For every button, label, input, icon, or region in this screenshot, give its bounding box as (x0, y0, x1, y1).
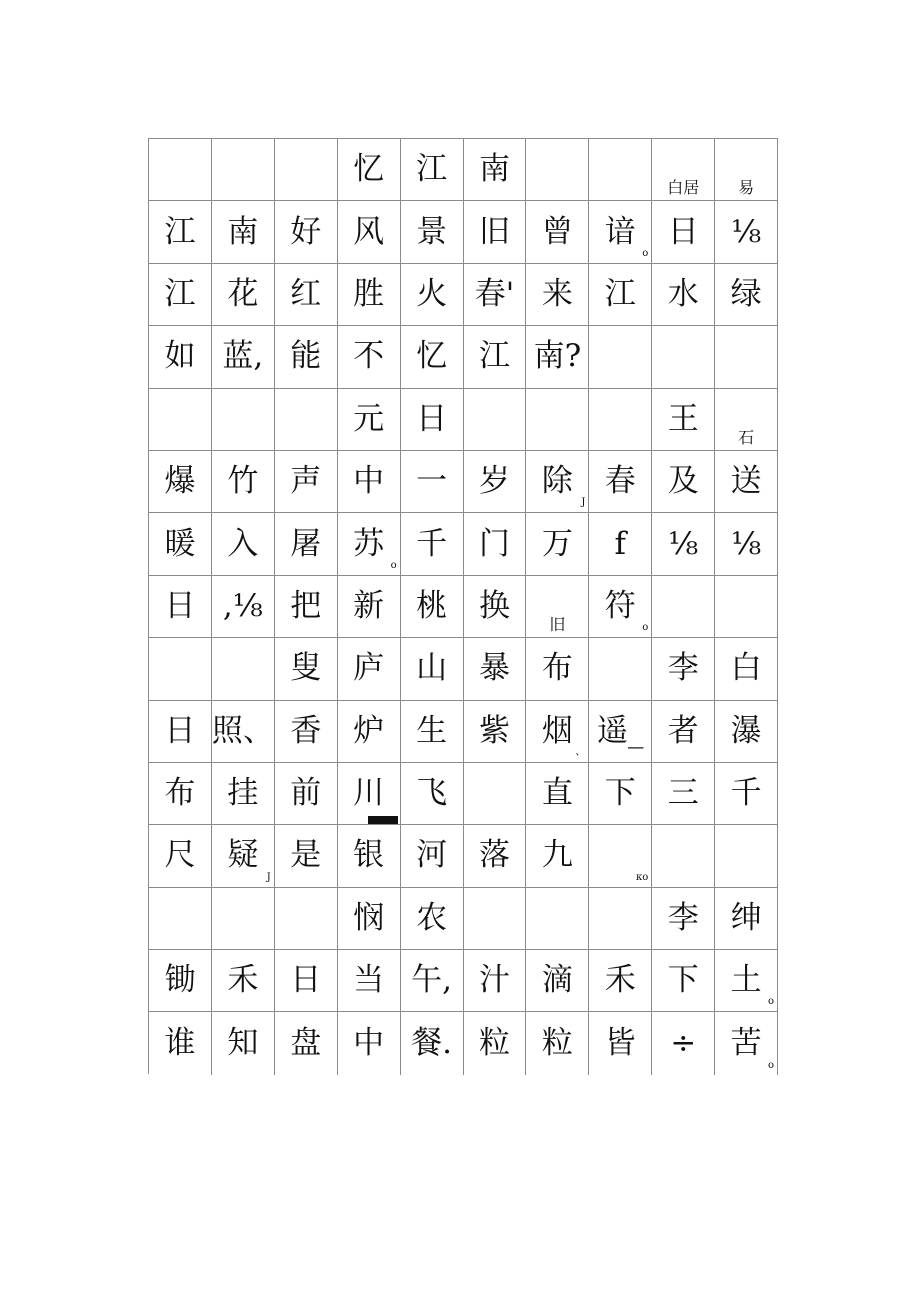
grid-cell (715, 888, 778, 950)
grid-cell (715, 389, 778, 451)
grid-cell (275, 888, 338, 950)
grid-row (149, 326, 778, 388)
grid-cell (338, 576, 401, 638)
cell-character: 忆 (353, 151, 385, 188)
grid-cell (149, 513, 212, 575)
grid-cell (212, 326, 275, 388)
cell-character: 南 (227, 213, 259, 250)
cell-character: 庐 (353, 650, 385, 687)
cell-character: 当 (353, 962, 385, 999)
cell-character: 皆 (604, 1025, 636, 1062)
grid-cell (338, 139, 401, 201)
grid-cell (652, 1012, 715, 1074)
grid-cell (589, 264, 652, 326)
cell-character: ⅛ (668, 525, 699, 562)
cell-character: 紫 (479, 712, 510, 749)
cell-character: f (614, 525, 627, 562)
cell-character: ⅛ (731, 525, 762, 562)
grid-cell (401, 576, 464, 638)
grid-cell (212, 201, 275, 263)
grid-cell (589, 201, 652, 263)
grid-cell (526, 201, 589, 263)
grid-cell (401, 326, 464, 388)
cell-character: 来 (541, 275, 573, 312)
grid-cell (652, 701, 715, 763)
grid-cell (715, 451, 778, 513)
grid-cell (526, 638, 589, 700)
grid-cell (526, 264, 589, 326)
cell-character: 苦 (730, 1025, 762, 1062)
grid-cell (212, 701, 275, 763)
grid-cell (338, 1012, 401, 1074)
grid-cell (589, 950, 652, 1012)
grid-cell (212, 638, 275, 700)
cell-character: 暖 (164, 525, 196, 562)
punctuation-mark: J (266, 871, 271, 883)
cell-character: 绅 (730, 899, 762, 936)
cell-character: 日 (164, 712, 196, 749)
grid-cell (652, 389, 715, 451)
grid-cell (401, 1012, 464, 1074)
grid-cell (526, 1012, 589, 1074)
grid-cell (275, 1012, 338, 1074)
grid-cell (149, 326, 212, 388)
grid-cell (401, 201, 464, 263)
cell-character: 三 (667, 775, 699, 812)
grid-cell (149, 701, 212, 763)
grid-cell (401, 950, 464, 1012)
cell-character: 江 (478, 338, 510, 375)
grid-cell (275, 326, 338, 388)
cell-character: 山 (416, 650, 448, 687)
grid-cell (401, 701, 464, 763)
cell-character: 直 (541, 775, 573, 812)
grid-cell (212, 389, 275, 451)
cell-character: 是 (290, 837, 322, 874)
grid-row (149, 638, 778, 700)
grid-cell (338, 950, 401, 1012)
grid-cell (401, 139, 464, 201)
cell-character: 日 (416, 400, 448, 437)
cell-character: 曾 (541, 213, 573, 250)
cell-character: 竹 (227, 463, 259, 500)
cell-character: 南 (478, 151, 510, 188)
cell-character: 暴 (478, 650, 510, 687)
cell-character: 谁 (164, 1025, 196, 1062)
grid-cell (464, 950, 527, 1012)
punctuation-mark: 、 (575, 746, 586, 758)
cell-character: 如 (164, 338, 196, 375)
cell-character: 风 (353, 213, 385, 250)
grid-cell (212, 950, 275, 1012)
grid-cell (464, 888, 527, 950)
grid-cell (149, 139, 212, 201)
grid-cell (464, 139, 527, 201)
grid-cell (652, 451, 715, 513)
grid-cell (589, 1012, 652, 1074)
cell-character: 除 (541, 463, 573, 500)
grid-cell (149, 638, 212, 700)
grid-cell (652, 950, 715, 1012)
cell-character: 李 (667, 650, 699, 687)
grid-row (149, 139, 778, 201)
grid-cell (401, 888, 464, 950)
cell-character: 把 (290, 587, 322, 624)
grid-cell (589, 825, 652, 887)
grid-cell (652, 264, 715, 326)
grid-cell (526, 701, 589, 763)
grid-cell (464, 513, 527, 575)
grid-cell (401, 389, 464, 451)
cell-character: 挂 (227, 775, 259, 812)
cell-character: 知 (227, 1025, 259, 1062)
cell-character: 落 (478, 837, 510, 874)
grid-row (149, 513, 778, 575)
grid-cell (338, 264, 401, 326)
grid-cell (338, 763, 401, 825)
grid-cell (149, 576, 212, 638)
cell-character: 红 (290, 275, 322, 312)
cell-character: 河 (416, 837, 448, 874)
grid-cell (338, 638, 401, 700)
cell-character: 千 (416, 525, 448, 562)
grid-row (149, 763, 778, 825)
grid-cell (275, 201, 338, 263)
cell-character: 禾 (227, 962, 259, 999)
grid-cell (652, 763, 715, 825)
cell-character: 石 (738, 427, 755, 447)
cell-character: 胜 (353, 275, 385, 312)
grid-cell (149, 201, 212, 263)
grid-cell (149, 888, 212, 950)
grid-cell (149, 1012, 212, 1074)
grid-cell (715, 513, 778, 575)
grid-cell (275, 389, 338, 451)
grid-row (149, 888, 778, 950)
cell-character: 火 (416, 275, 448, 312)
grid-cell (275, 763, 338, 825)
grid-cell (212, 264, 275, 326)
grid-cell (149, 451, 212, 513)
grid-cell (212, 888, 275, 950)
grid-cell (589, 888, 652, 950)
cell-character: 一 (416, 463, 448, 500)
grid-cell (715, 638, 778, 700)
cell-character: 符 (604, 587, 636, 624)
cell-character: 烟 (541, 712, 573, 749)
cell-character: 者 (667, 712, 699, 749)
grid-cell (589, 513, 652, 575)
cell-character: 滴 (541, 962, 573, 999)
grid-cell (212, 763, 275, 825)
cell-character: 农 (416, 899, 448, 936)
grid-cell (715, 326, 778, 388)
grid-cell (589, 326, 652, 388)
grid-cell (464, 201, 527, 263)
cell-character: 新 (353, 587, 385, 624)
grid-cell (401, 763, 464, 825)
grid-row (149, 825, 778, 887)
grid-cell (464, 763, 527, 825)
poem-grid-sheet (148, 138, 778, 1074)
grid-cell (715, 1012, 778, 1074)
grid-cell (212, 513, 275, 575)
grid-cell (275, 264, 338, 326)
grid-row (149, 389, 778, 451)
cell-character: 水 (667, 275, 699, 312)
cell-character: 香 (290, 712, 322, 749)
cell-character: 江 (604, 275, 636, 312)
grid-cell (652, 201, 715, 263)
grid-cell (149, 763, 212, 825)
grid-cell (401, 825, 464, 887)
cell-character: 川 (353, 775, 385, 812)
cell-character: 汁 (478, 962, 510, 999)
punctuation-mark: o (642, 622, 649, 634)
cell-character: 屠 (290, 525, 322, 562)
grid-cell (589, 763, 652, 825)
cell-character: 叟 (290, 650, 322, 687)
cell-character: 易 (738, 178, 755, 198)
cell-character: 春' (474, 275, 515, 312)
cell-character: 李 (667, 899, 699, 936)
punctuation-mark: κo (635, 871, 649, 883)
grid-cell (715, 825, 778, 887)
cell-character: 换 (478, 587, 510, 624)
cell-character: 午, (411, 962, 452, 999)
grid-cell (275, 825, 338, 887)
cell-character: 白 (730, 650, 762, 687)
grid-cell (464, 638, 527, 700)
cell-character: 日 (290, 962, 322, 999)
cell-character: 飞 (416, 775, 448, 812)
cell-character: 生 (416, 712, 448, 749)
cell-character: 日 (667, 213, 699, 250)
grid-cell (464, 701, 527, 763)
cell-character: 瀑 (730, 712, 762, 749)
grid-row (149, 701, 778, 763)
grid-cell (212, 825, 275, 887)
cell-character: 岁 (478, 463, 510, 500)
grid-cell (149, 389, 212, 451)
cell-character: 花 (227, 275, 259, 312)
grid-cell (715, 701, 778, 763)
grid-cell (149, 825, 212, 887)
cell-character: 银 (353, 837, 385, 874)
grid-cell (464, 326, 527, 388)
grid-cell (275, 513, 338, 575)
cell-character: 土 (730, 962, 762, 999)
grid-cell (149, 264, 212, 326)
cell-character: 好 (290, 213, 322, 250)
cell-character: 下 (667, 962, 699, 999)
cell-character: 及 (667, 463, 699, 500)
grid-row (149, 451, 778, 513)
grid-row (149, 1012, 778, 1074)
cell-character: 蓝, (222, 338, 264, 375)
cell-character: 日 (164, 587, 196, 624)
cell-character: 不 (353, 338, 385, 375)
grid-cell (715, 201, 778, 263)
cell-character: 谙 (604, 213, 636, 250)
grid-cell (526, 950, 589, 1012)
grid-cell (715, 950, 778, 1012)
cell-character: ÷ (670, 1025, 697, 1062)
cell-character: 王 (667, 400, 699, 437)
grid-cell (652, 638, 715, 700)
cell-character: 布 (541, 650, 573, 687)
grid-cell (526, 389, 589, 451)
grid-cell (275, 950, 338, 1012)
cell-character: 中 (353, 463, 385, 500)
grid-cell (526, 576, 589, 638)
grid-cell (401, 513, 464, 575)
cell-character: 景 (416, 213, 448, 250)
grid-cell (715, 763, 778, 825)
grid-cell (715, 264, 778, 326)
grid-cell (526, 326, 589, 388)
cell-character: 万 (541, 525, 573, 562)
grid-cell (652, 888, 715, 950)
grid-cell (526, 888, 589, 950)
cell-character: 入 (227, 525, 259, 562)
grid-cell (464, 264, 527, 326)
grid-cell (212, 1012, 275, 1074)
grid-cell (464, 576, 527, 638)
cell-character: 盘 (290, 1025, 322, 1062)
cell-character: 江 (416, 151, 448, 188)
grid-cell (338, 201, 401, 263)
grid-cell (652, 326, 715, 388)
cell-character: 粒 (478, 1025, 510, 1062)
cell-character: ⅛ (731, 213, 762, 250)
cell-character: 悯 (353, 899, 385, 936)
cell-character: 下 (604, 775, 636, 812)
cell-character: 旧 (549, 615, 566, 635)
grid-cell (589, 638, 652, 700)
cell-character: 白居 (667, 178, 700, 198)
grid-cell (401, 264, 464, 326)
grid-cell (652, 139, 715, 201)
cell-character: 元 (353, 400, 385, 437)
grid-row (149, 264, 778, 326)
grid-cell (275, 701, 338, 763)
cell-character: 春 (604, 463, 636, 500)
grid-cell (338, 888, 401, 950)
cell-character: ,⅛ (222, 587, 263, 624)
cell-character: 尺 (164, 837, 196, 874)
grid-cell (526, 825, 589, 887)
cell-character: 中 (353, 1025, 385, 1062)
grid-cell (715, 576, 778, 638)
cell-character: 餐. (411, 1025, 452, 1062)
grid-cell (589, 139, 652, 201)
grid-cell (464, 389, 527, 451)
cell-character: 绿 (730, 275, 762, 312)
grid-cell (589, 451, 652, 513)
cell-character: 忆 (416, 338, 448, 375)
punctuation-mark: J (581, 497, 586, 509)
cell-character: 能 (290, 338, 322, 375)
cell-character: 布 (164, 775, 196, 812)
grid-cell (338, 701, 401, 763)
cell-character: 江 (164, 275, 196, 312)
grid-cell (338, 389, 401, 451)
grid-cell (338, 451, 401, 513)
grid-cell (212, 451, 275, 513)
grid-cell (275, 139, 338, 201)
punctuation-mark: o (768, 996, 775, 1008)
grid-cell (401, 451, 464, 513)
cell-character: 遥_ (597, 712, 644, 749)
grid-cell (652, 513, 715, 575)
grid-cell (338, 326, 401, 388)
cell-character: 九 (541, 837, 573, 874)
grid-row (149, 950, 778, 1012)
punctuation-mark: o (390, 559, 397, 571)
grid-cell (275, 576, 338, 638)
grid-cell (526, 139, 589, 201)
grid-cell (401, 638, 464, 700)
grid-cell (652, 576, 715, 638)
cell-character: 南? (533, 338, 582, 375)
grid-row (149, 576, 778, 638)
grid-cell (338, 513, 401, 575)
grid-cell (589, 576, 652, 638)
cell-character: 江 (164, 213, 196, 250)
cell-character: 锄 (164, 962, 196, 999)
cell-character: 苏 (353, 525, 385, 562)
grid-row (149, 201, 778, 263)
grid-cell (715, 139, 778, 201)
ink-bar (368, 816, 398, 824)
cell-character: 声 (290, 463, 322, 500)
cell-character: 桃 (416, 587, 448, 624)
grid-cell (464, 451, 527, 513)
grid-cell (212, 576, 275, 638)
cell-character: 旧 (478, 213, 510, 250)
grid-cell (275, 638, 338, 700)
cell-character: 疑 (227, 837, 259, 874)
punctuation-mark: o (768, 1059, 775, 1071)
grid-cell (464, 825, 527, 887)
cell-character: 送 (730, 463, 762, 500)
cell-character: 粒 (541, 1025, 573, 1062)
grid-cell (212, 139, 275, 201)
grid-cell (149, 950, 212, 1012)
punctuation-mark: o (642, 247, 649, 259)
grid-cell (652, 825, 715, 887)
grid-cell (589, 701, 652, 763)
cell-character: 门 (478, 525, 510, 562)
grid-cell (338, 825, 401, 887)
cell-character: 前 (290, 775, 322, 812)
grid-cell (526, 451, 589, 513)
cell-character: 千 (730, 775, 762, 812)
grid-cell (275, 451, 338, 513)
cell-character: 照、 (211, 712, 274, 749)
grid-cell (526, 763, 589, 825)
grid-cell (464, 1012, 527, 1074)
cell-character: 炉 (353, 712, 385, 749)
grid-cell (589, 389, 652, 451)
cell-character: 禾 (604, 962, 636, 999)
grid-cell (526, 513, 589, 575)
cell-character: 爆 (164, 463, 196, 500)
